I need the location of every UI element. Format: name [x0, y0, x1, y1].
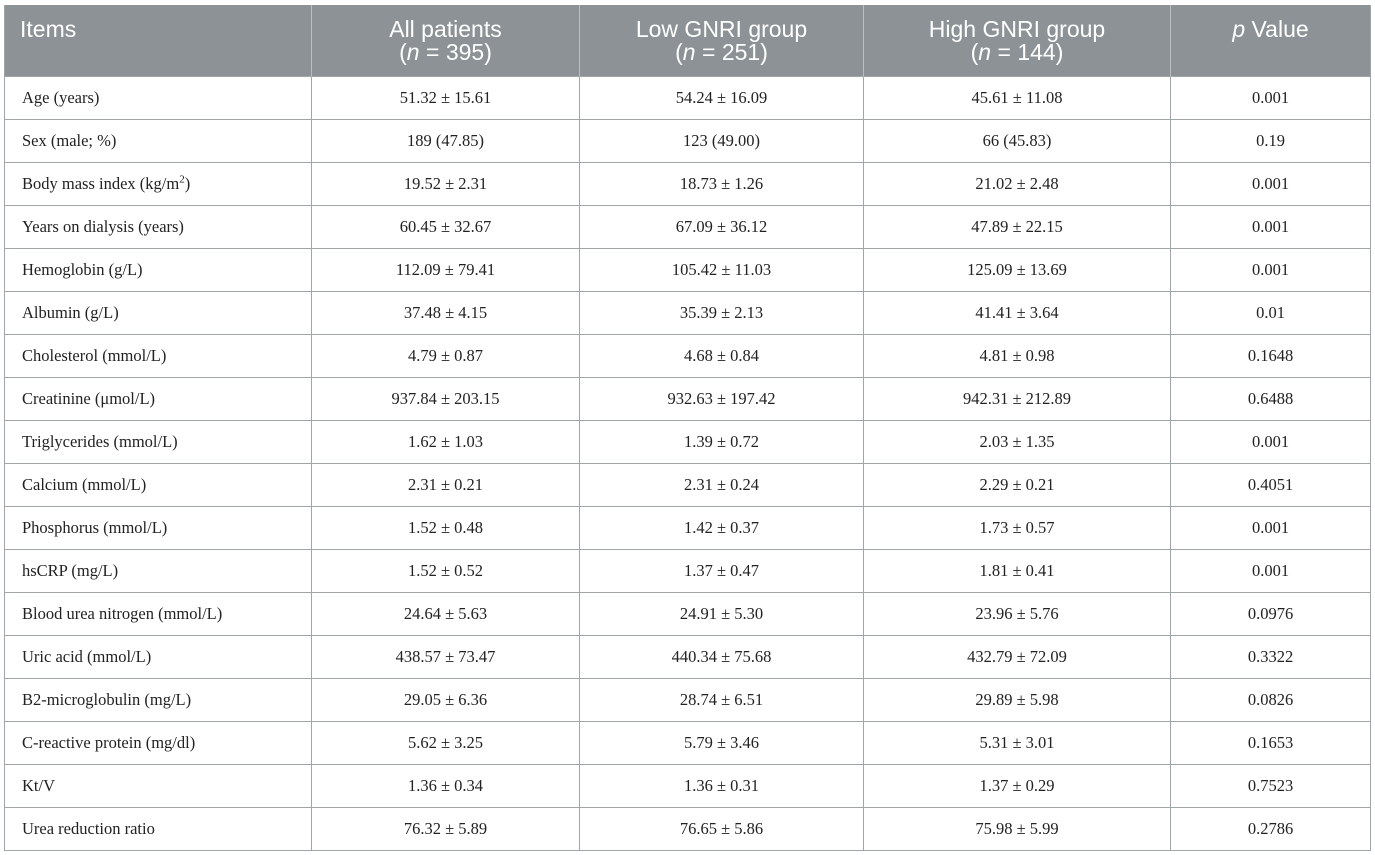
- cell-item: Calcium (mmol/L): [5, 464, 312, 507]
- header-all-patients: [312, 5, 580, 77]
- cell-high-gnri: 21.02 ± 2.48: [864, 163, 1171, 206]
- cell-p-value: 0.001: [1171, 249, 1371, 292]
- table-row: [5, 335, 1371, 378]
- cell-high-gnri: 125.09 ± 13.69: [864, 249, 1171, 292]
- cell-high-gnri: 1.73 ± 0.57: [864, 507, 1171, 550]
- cell-all-patients: 189 (47.85): [312, 120, 580, 163]
- cell-all-patients: 112.09 ± 79.41: [312, 249, 580, 292]
- cell-low-gnri: 28.74 ± 6.51: [580, 679, 864, 722]
- cell-low-gnri: 440.34 ± 75.68: [580, 636, 864, 679]
- cell-high-gnri: 41.41 ± 3.64: [864, 292, 1171, 335]
- cell-all-patients: 5.62 ± 3.25: [312, 722, 580, 765]
- cell-item: Sex (male; %): [5, 120, 312, 163]
- cell-p-value: 0.1653: [1171, 722, 1371, 765]
- table-row: [5, 507, 1371, 550]
- header-low-gnri-count: (n = 251): [675, 39, 768, 65]
- cell-low-gnri: 2.31 ± 0.24: [580, 464, 864, 507]
- cell-p-value: 0.7523: [1171, 765, 1371, 808]
- cell-p-value: 0.001: [1171, 421, 1371, 464]
- cell-p-value: 0.6488: [1171, 378, 1371, 421]
- cell-item: Cholesterol (mmol/L): [5, 335, 312, 378]
- header-all-patients-count: (n = 395): [399, 39, 492, 65]
- cell-all-patients: 937.84 ± 203.15: [312, 378, 580, 421]
- cell-p-value: 0.001: [1171, 163, 1371, 206]
- table-body: [5, 77, 1371, 851]
- cell-item: Creatinine (μmol/L): [5, 378, 312, 421]
- cell-item: Urea reduction ratio: [5, 808, 312, 851]
- cell-p-value: 0.1648: [1171, 335, 1371, 378]
- header-high-gnri-label: High GNRI group: [928, 16, 1106, 42]
- cell-all-patients: 24.64 ± 5.63: [312, 593, 580, 636]
- cell-low-gnri: 1.37 ± 0.47: [580, 550, 864, 593]
- table-row: [5, 679, 1371, 722]
- cell-all-patients: 19.52 ± 2.31: [312, 163, 580, 206]
- cell-low-gnri: 1.39 ± 0.72: [580, 421, 864, 464]
- cell-p-value: 0.3322: [1171, 636, 1371, 679]
- table-row: [5, 120, 1371, 163]
- cell-low-gnri: 18.73 ± 1.26: [580, 163, 864, 206]
- cell-item: Years on dialysis (years): [5, 206, 312, 249]
- cell-p-value: 0.001: [1171, 77, 1371, 120]
- cell-low-gnri: 76.65 ± 5.86: [580, 808, 864, 851]
- header-high-gnri: [864, 5, 1171, 77]
- cell-high-gnri: 1.37 ± 0.29: [864, 765, 1171, 808]
- cell-item: Uric acid (mmol/L): [5, 636, 312, 679]
- cell-high-gnri: 2.29 ± 0.21: [864, 464, 1171, 507]
- cell-item: Kt/V: [5, 765, 312, 808]
- cell-all-patients: 29.05 ± 6.36: [312, 679, 580, 722]
- cell-item: Blood urea nitrogen (mmol/L): [5, 593, 312, 636]
- table-row: [5, 722, 1371, 765]
- cell-all-patients: 1.52 ± 0.52: [312, 550, 580, 593]
- cell-item: Phosphorus (mmol/L): [5, 507, 312, 550]
- table-row: [5, 206, 1371, 249]
- cell-item: Body mass index $(kg/m^2)$: [5, 163, 312, 206]
- table-row: [5, 163, 1371, 206]
- cell-p-value: 0.4051: [1171, 464, 1371, 507]
- cell-all-patients: 60.45 ± 32.67: [312, 206, 580, 249]
- cell-high-gnri: 942.31 ± 212.89: [864, 378, 1171, 421]
- cell-p-value: 0.19: [1171, 120, 1371, 163]
- cell-low-gnri: 1.36 ± 0.31: [580, 765, 864, 808]
- cell-all-patients: 1.52 ± 0.48: [312, 507, 580, 550]
- cell-low-gnri: 24.91 ± 5.30: [580, 593, 864, 636]
- cell-all-patients: 76.32 ± 5.89: [312, 808, 580, 851]
- header-items: [5, 5, 312, 77]
- table-row: [5, 378, 1371, 421]
- cell-all-patients: 1.62 ± 1.03: [312, 421, 580, 464]
- cell-all-patients: 51.32 ± 15.61: [312, 77, 580, 120]
- table-row: [5, 464, 1371, 507]
- cell-low-gnri: 67.09 ± 36.12: [580, 206, 864, 249]
- cell-item: C-reactive protein (mg/dl): [5, 722, 312, 765]
- cell-all-patients: 4.79 ± 0.87: [312, 335, 580, 378]
- table-row: [5, 550, 1371, 593]
- table-row: [5, 636, 1371, 679]
- cell-high-gnri: 432.79 ± 72.09: [864, 636, 1171, 679]
- header-low-gnri-label: Low GNRI group: [635, 16, 808, 42]
- cell-low-gnri: 105.42 ± 11.03: [580, 249, 864, 292]
- cell-item: hsCRP (mg/L): [5, 550, 312, 593]
- cell-item: Triglycerides (mmol/L): [5, 421, 312, 464]
- cell-high-gnri: 29.89 ± 5.98: [864, 679, 1171, 722]
- cell-high-gnri: 75.98 ± 5.99: [864, 808, 1171, 851]
- cell-low-gnri: 4.68 ± 0.84: [580, 335, 864, 378]
- cell-all-patients: 2.31 ± 0.21: [312, 464, 580, 507]
- header-row: [5, 5, 1371, 77]
- cell-low-gnri: 35.39 ± 2.13: [580, 292, 864, 335]
- cell-low-gnri: 54.24 ± 16.09: [580, 77, 864, 120]
- table-row: [5, 593, 1371, 636]
- cell-high-gnri: 23.96 ± 5.76: [864, 593, 1171, 636]
- cell-p-value: 0.001: [1171, 206, 1371, 249]
- cell-all-patients: 37.48 ± 4.15: [312, 292, 580, 335]
- cell-low-gnri: 1.42 ± 0.37: [580, 507, 864, 550]
- cell-p-value: 0.001: [1171, 507, 1371, 550]
- cell-high-gnri: 66 (45.83): [864, 120, 1171, 163]
- table-row: [5, 77, 1371, 120]
- header-low-gnri: [580, 5, 864, 77]
- cell-low-gnri: 932.63 ± 197.42: [580, 378, 864, 421]
- cell-high-gnri: 5.31 ± 3.01: [864, 722, 1171, 765]
- cell-all-patients: 1.36 ± 0.34: [312, 765, 580, 808]
- cell-p-value: 0.0826: [1171, 679, 1371, 722]
- cell-item: B2-microglobulin (mg/L): [5, 679, 312, 722]
- table-row: [5, 421, 1371, 464]
- table-row: [5, 765, 1371, 808]
- cell-low-gnri: 5.79 ± 3.46: [580, 722, 864, 765]
- header-p-value: p Value: [1171, 5, 1371, 77]
- cell-item: Hemoglobin (g/L): [5, 249, 312, 292]
- table-header: [5, 5, 1371, 77]
- table-row: [5, 249, 1371, 292]
- cell-item: Age (years): [5, 77, 312, 120]
- cell-high-gnri: 47.89 ± 22.15: [864, 206, 1171, 249]
- header-all-patients-label: All patients: [389, 16, 502, 42]
- cell-p-value: 0.2786: [1171, 808, 1371, 851]
- cell-p-value: 0.01: [1171, 292, 1371, 335]
- cell-high-gnri: 2.03 ± 1.35: [864, 421, 1171, 464]
- cell-p-value: 0.0976: [1171, 593, 1371, 636]
- cell-high-gnri: 1.81 ± 0.41: [864, 550, 1171, 593]
- cell-high-gnri: 45.61 ± 11.08: [864, 77, 1171, 120]
- table-row: [5, 292, 1371, 335]
- table-row: [5, 808, 1371, 851]
- header-items-label: Items: [20, 16, 77, 42]
- cell-p-value: 0.001: [1171, 550, 1371, 593]
- comparison-table: [4, 5, 1371, 851]
- header-high-gnri-count: (n = 144): [970, 39, 1064, 65]
- cell-all-patients: 438.57 ± 73.47: [312, 636, 580, 679]
- cell-item: Albumin (g/L): [5, 292, 312, 335]
- cell-low-gnri: 123 (49.00): [580, 120, 864, 163]
- cell-high-gnri: 4.81 ± 0.98: [864, 335, 1171, 378]
